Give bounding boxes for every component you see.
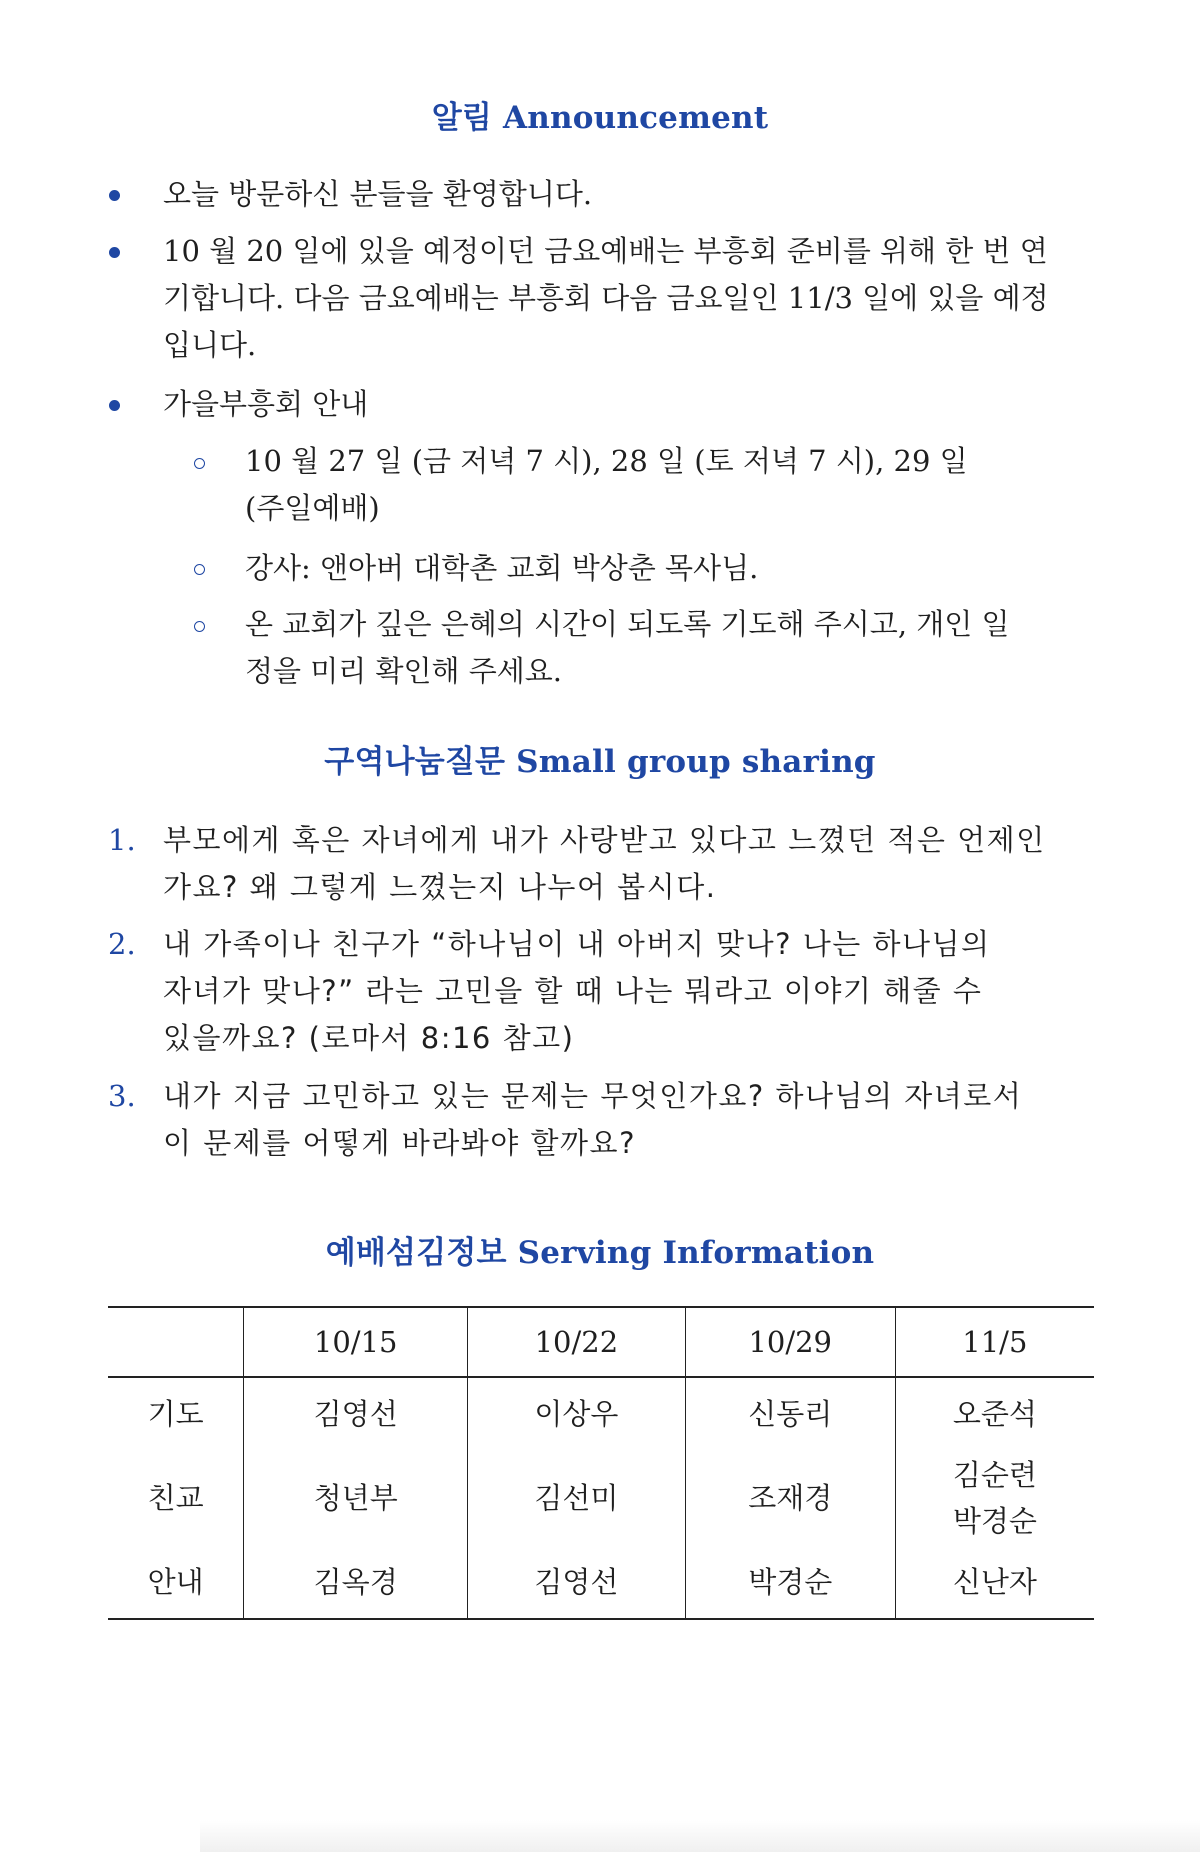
serving-header-row [108, 1307, 1094, 1377]
bullet-dot [109, 400, 120, 411]
name-cell: 김영선 [468, 1546, 686, 1619]
name-cell: 신난자 [895, 1546, 1094, 1619]
announcement-item-friday-service: 10 월 20 일에 있을 예정이던 금요예배는 부흥회 준비를 위해 한 번 연기합니다. 다음 금요예배는 부흥회 다음 금요일인 11/3 일에 있을 예정입니다. [163, 234, 1049, 362]
name-cell: 조재경 [685, 1450, 895, 1546]
header-cell-date: 10/29 [685, 1307, 895, 1377]
name-cell: 청년부 [244, 1450, 468, 1546]
revival-schedule: 10 월 27 일 (금 저녁 7 시), 28 일 (토 저녁 7 시), 29 일 (주일예배) [245, 444, 968, 525]
announcement-item-revival: 가을부흥회 안내 [163, 387, 369, 421]
small-group-heading: 구역나눔질문 Small group sharing [324, 744, 876, 780]
question-3: 내가 지금 고민하고 있는 문제는 무엇인가요? 하나님의 자녀로서 이 문제를 어떻게 바라봐야 할까요? [163, 1079, 1023, 1160]
name-cell: 김선미 [468, 1450, 686, 1546]
name-cell: 박경순 [685, 1546, 895, 1619]
question-number: 3. [108, 1079, 136, 1113]
question-1: 부모에게 혹은 자녀에게 내가 사랑받고 있다고 느꼈던 적은 언제인가요? 왜 그렇게 느꼈는지 나누어 봅시다. [163, 823, 1046, 904]
serving-heading: 예배섬김정보 Serving Information [325, 1235, 875, 1271]
revival-speaker: 강사: 앤아버 대학촌 교회 박상춘 목사님. [245, 551, 759, 585]
sub-bullet-circle [194, 564, 205, 575]
sub-bullet-circle [194, 621, 205, 632]
revival-prayer-request: 온 교회가 깊은 은혜의 시간이 되도록 기도해 주시고, 개인 일정을 미리 확인해 주세요. [245, 607, 1010, 688]
role-cell: 기도 [147, 1397, 204, 1431]
sub-bullet-circle [194, 458, 205, 469]
header-cell-empty [108, 1307, 244, 1377]
name-cell: 김옥경 [244, 1546, 468, 1619]
announcement-heading: 알림 Announcement [431, 100, 769, 136]
name-cell: 오준석 [895, 1377, 1094, 1450]
name-cell: 이상우 [468, 1377, 686, 1450]
announcement-item-welcome: 오늘 방문하신 분들을 환영합니다. [163, 177, 593, 211]
question-2: 내 가족이나 친구가 “하나님이 내 아버지 맞나? 나는 하나님의 자녀가 맞나?” 라는 고민을 할 때 나는 뭐라고 이야기 해줄 수 있을까요? (로마서 8:16 참고) [163, 927, 991, 1055]
bullet-dot [109, 247, 120, 258]
question-number: 1. [108, 823, 136, 857]
table-row [108, 1450, 1094, 1546]
name-cell-two-names: 김순련 박경순 [895, 1450, 1094, 1546]
serving-table [108, 1306, 1094, 1620]
header-cell-date: 10/22 [468, 1307, 686, 1377]
role-cell: 친교 [147, 1481, 204, 1515]
name-cell: 신동리 [685, 1377, 895, 1450]
page-shadow [200, 1820, 1200, 1852]
table-row [108, 1377, 1094, 1450]
bullet-dot [109, 190, 120, 201]
header-cell-date: 10/15 [244, 1307, 468, 1377]
name-cell: 김영선 [244, 1377, 468, 1450]
question-number: 2. [108, 927, 136, 961]
table-row [108, 1546, 1094, 1619]
role-cell: 안내 [108, 1546, 244, 1619]
header-cell-date: 11/5 [895, 1307, 1094, 1377]
